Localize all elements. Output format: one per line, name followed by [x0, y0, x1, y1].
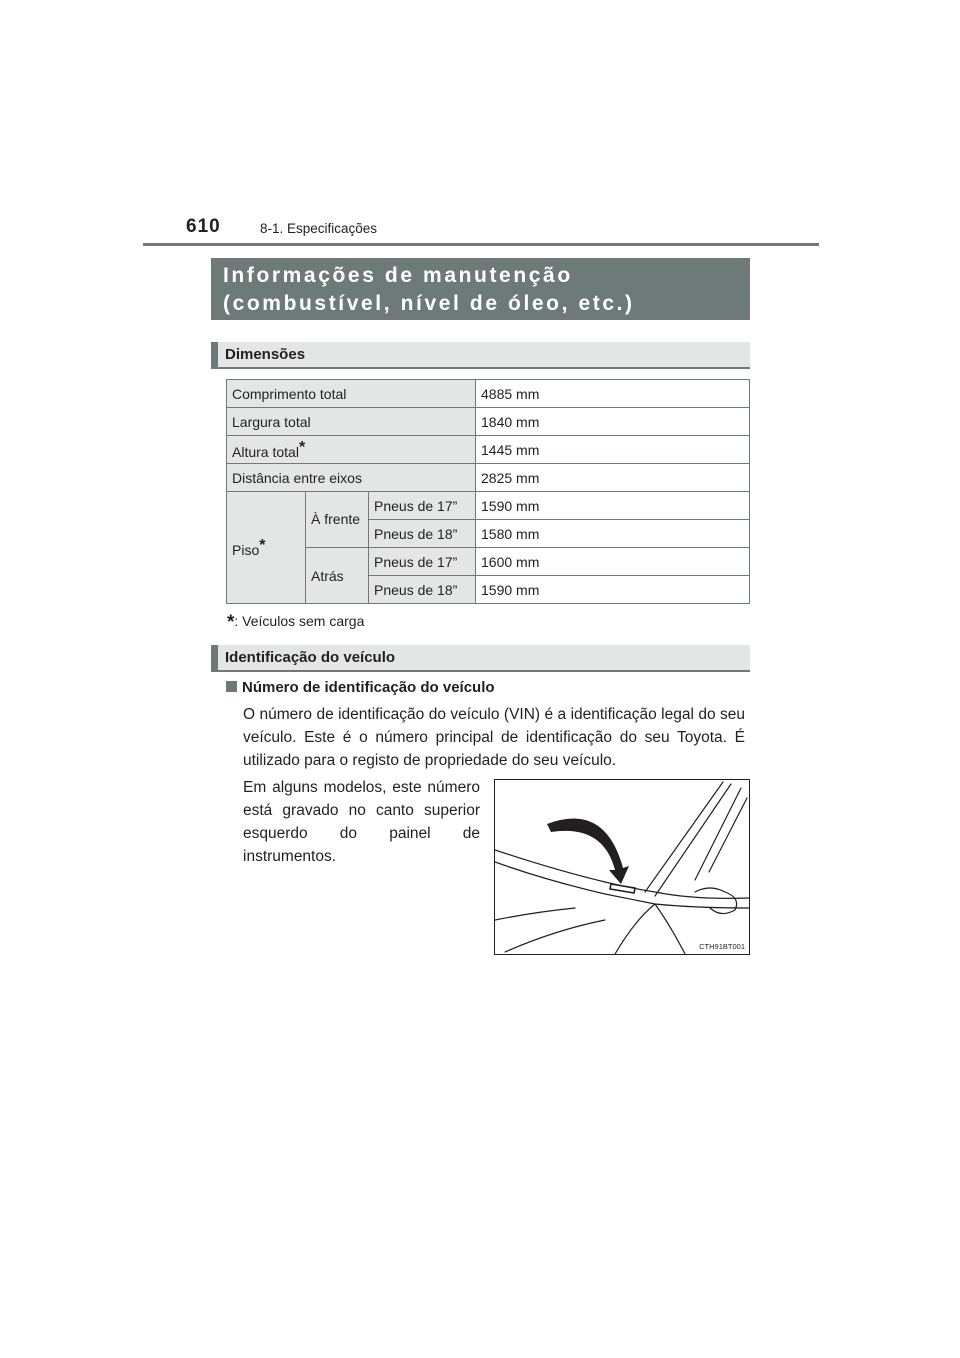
table-row [227, 380, 750, 408]
table-cell-label: Pneus de 18” [369, 520, 476, 548]
vin-paragraph: O número de identificação do veículo (VIN) é a identificação legal do seu veículo. Este é o número principal de identificação do seu Toyota. É utilizado para o registo de propriedade do seu veículo. [243, 706, 745, 769]
header-rule [143, 243, 819, 246]
table-cell-label: Pneus de 17” [369, 548, 476, 576]
rear-label-cell: Atrás [306, 548, 369, 604]
table-row [227, 408, 750, 436]
table-cell-label: Pneus de 18” [369, 576, 476, 604]
vin-heading-text: Número de identificação do veículo [242, 679, 495, 696]
section-label: 8-1. Especificações [260, 221, 378, 236]
asterisk-marker: * [298, 439, 306, 456]
front-label-cell: À frente [306, 492, 369, 548]
figure-code: CTH91BT001 [699, 942, 745, 951]
table-cell-label [227, 436, 476, 464]
page-title-line-2: (combustível, nível de óleo, etc.) [223, 292, 635, 315]
asterisk-marker: * [227, 612, 235, 633]
vin-location-illustration [494, 779, 750, 955]
page-title-line-1: Informações de manutenção [223, 264, 573, 287]
table-cell-value: 2825 mm [476, 464, 750, 492]
footnote-text: : Veículos sem carga [234, 613, 365, 629]
dimensions-table [226, 379, 750, 604]
table-cell-value: 1840 mm [476, 408, 750, 436]
table-cell-value: 1445 mm [476, 436, 750, 464]
table-cell-value: 1600 mm [476, 548, 750, 576]
footnote [227, 612, 364, 634]
dashboard-vin-plate-icon [495, 780, 749, 954]
table-cell-label: Pneus de 17” [369, 492, 476, 520]
dimensions-heading: Dimensões [211, 342, 750, 369]
table-cell-label: Comprimento total [227, 380, 476, 408]
table-cell-value: 4885 mm [476, 380, 750, 408]
table-row [227, 548, 750, 576]
tread-label-cell [227, 492, 306, 604]
tread-label: Piso [232, 542, 260, 558]
table-row [227, 436, 750, 464]
page-title [211, 258, 750, 320]
table-row [227, 464, 750, 492]
height-label: Altura total [232, 444, 299, 460]
square-bullet-icon [226, 681, 237, 692]
page-number: 610 [186, 216, 221, 237]
table-cell-value: 1590 mm [476, 492, 750, 520]
vin-location-paragraph: Em alguns modelos, este número está gravado no canto superior esquerdo do painel de instrumentos. [243, 779, 480, 865]
table-cell-value: 1580 mm [476, 520, 750, 548]
table-cell-label: Largura total [227, 408, 476, 436]
vin-heading [226, 679, 495, 696]
table-cell-value: 1590 mm [476, 576, 750, 604]
asterisk-marker: * [259, 537, 266, 554]
table-row [227, 492, 750, 520]
identification-heading: Identificação do veículo [211, 645, 750, 672]
table-cell-label: Distância entre eixos [227, 464, 476, 492]
